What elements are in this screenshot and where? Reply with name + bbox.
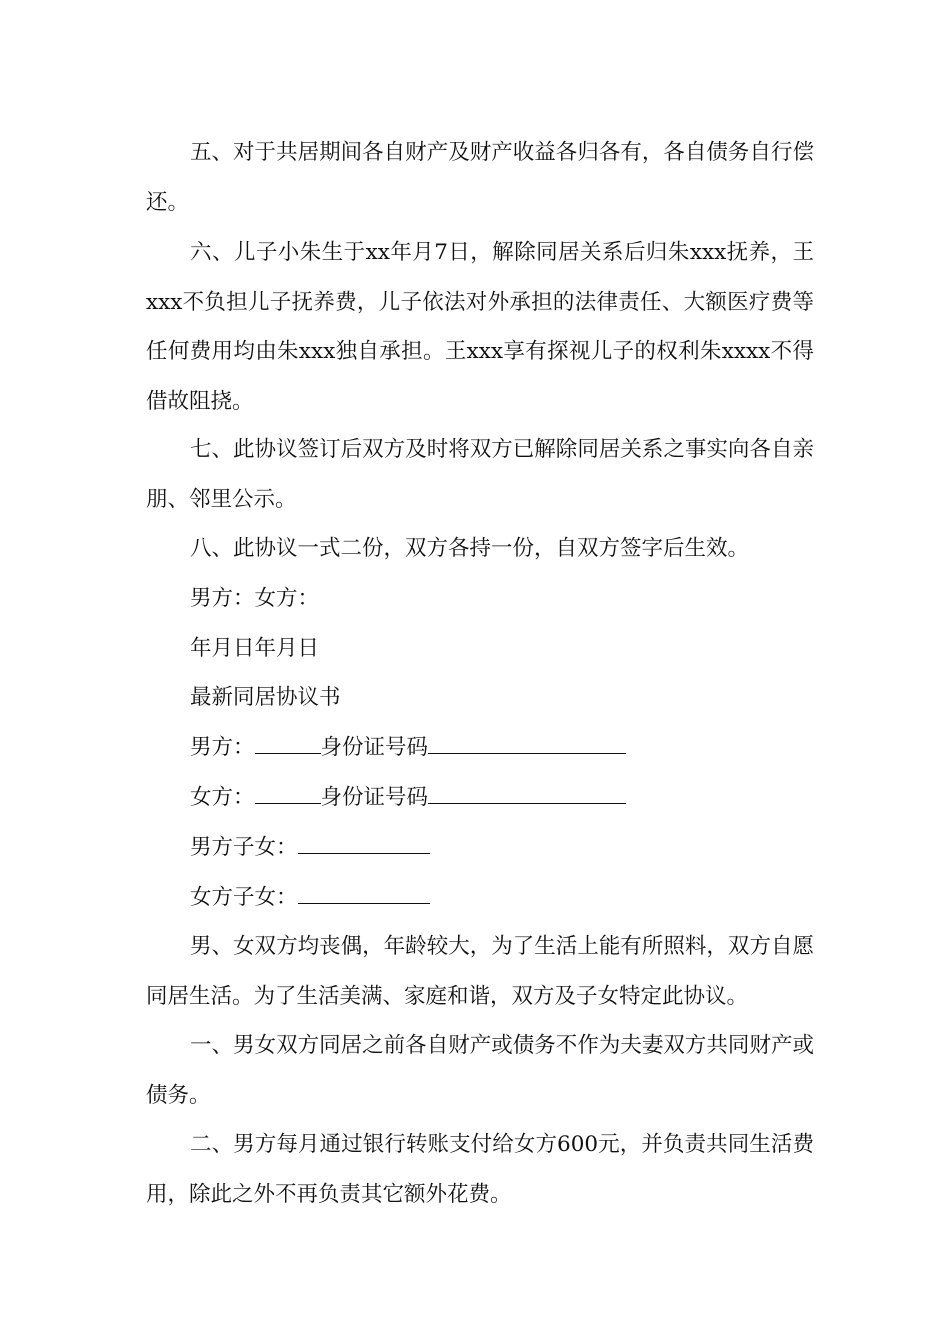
second-agreement-title: 最新同居协议书 (190, 685, 341, 710)
male-id-label: 身份证号码 (320, 735, 429, 760)
clause-one: 一、男女双方同居之前各自财产或债务不作为夫妻双方共同财产或债务。 (146, 1033, 814, 1108)
signature-dates: 年月日年月日 (190, 636, 320, 661)
clause-two: 二、男方每月通过银行转账支付给女方600元，并负责共同生活费用，除此之外不再负责其它额外花费。 (146, 1132, 814, 1207)
female-children-blank[interactable] (298, 883, 430, 904)
clause-five: 五、对于共居期间各自财产及财产收益各归各有，各自债务自行偿还。 (146, 140, 814, 215)
male-name-blank[interactable] (255, 733, 321, 754)
signature-parties: 男方：女方： (190, 586, 320, 611)
clause-eight: 八、此协议一式二份，双方各持一份，自双方签字后生效。 (190, 536, 750, 561)
female-name-blank[interactable] (255, 783, 321, 804)
female-party-line (190, 783, 626, 813)
clause-seven: 七、此协议签订后双方及时将双方已解除同居关系之事实向各自亲朋、邻里公示。 (146, 437, 814, 512)
male-label: 男方： (190, 735, 255, 760)
male-children-label: 男方子女： (190, 835, 298, 860)
female-label: 女方： (190, 785, 255, 810)
female-children-label: 女方子女： (190, 885, 298, 910)
female-id-label: 身份证号码 (320, 785, 429, 810)
female-children-line (190, 883, 430, 913)
female-id-blank[interactable] (428, 783, 626, 804)
male-children-line (190, 833, 430, 863)
clause-six: 六、儿子小朱生于xx年月7日，解除同居关系后归朱xxx抚养，王xxx不负担儿子抚养费，儿子依法对外承担的法律责任、大额医疗费等任何费用均由朱xxx独自承担。王xxx享有探视儿子的权利朱xxxx不得借故阻挠。 (146, 240, 814, 414)
intro-paragraph: 男、女双方均丧偶，年龄较大，为了生活上能有所照料，双方自愿同居生活。为了生活美满、家庭和谐，双方及子女特定此协议。 (146, 934, 814, 1009)
male-id-blank[interactable] (428, 733, 626, 754)
male-party-line (190, 733, 626, 763)
male-children-blank[interactable] (298, 833, 430, 854)
